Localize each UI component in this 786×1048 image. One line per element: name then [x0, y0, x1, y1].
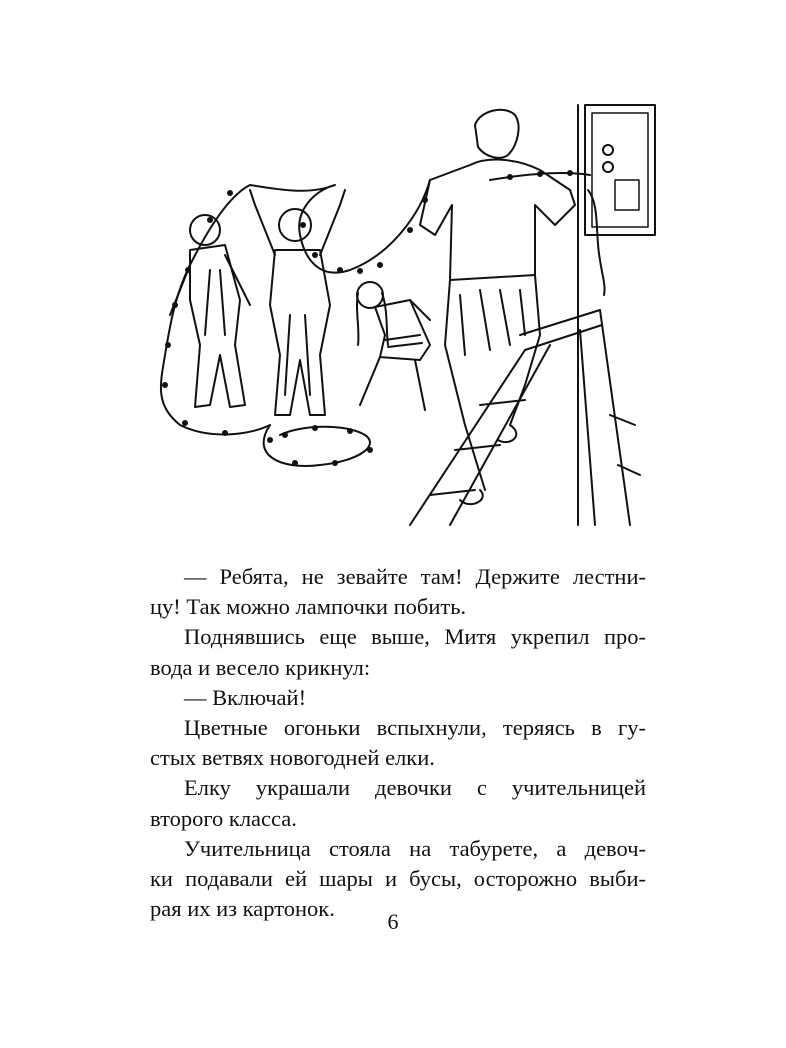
text-line: Цветные огоньки вспыхнули, теряясь в гу- [184, 714, 646, 740]
text-line: второго класса. [150, 805, 297, 831]
text-line: — Ребята, не зевайте там! Держите лестни- [184, 564, 646, 589]
text-line: Поднявшись еще выше, Митя укрепил про- [184, 624, 646, 650]
story-text [150, 562, 646, 924]
text-line: Учительница стояла на табурете, а девоч- [184, 835, 646, 861]
page-number: 6 [387, 909, 399, 934]
text-line: рая их из картонок. [150, 896, 335, 922]
text-line: Елку украшали девочки с учительницей [184, 775, 646, 801]
text-line: вода и весело крикнул: [150, 654, 371, 680]
illustration [130, 95, 670, 535]
text-line: цу! Так можно лампочки побить. [150, 594, 467, 620]
text-line: ки подавали ей шары и бусы, осторожно выби- [150, 865, 646, 891]
pen-drawing-children-hanging-garland-icon [130, 95, 670, 535]
text-line: стых ветвях новогодней елки. [150, 745, 435, 771]
text-line: — Включай! [184, 684, 307, 710]
